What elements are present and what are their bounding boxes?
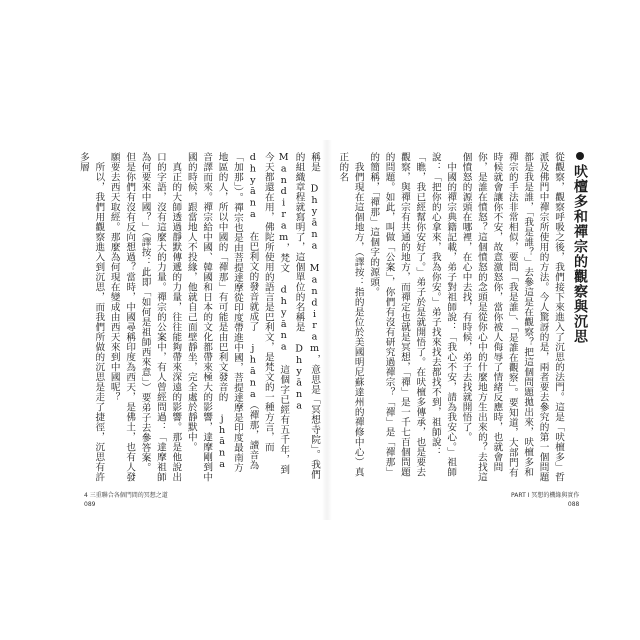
left-page-number: 089: [84, 501, 96, 508]
left-footer: [84, 491, 168, 509]
left-page: [52, 152, 322, 497]
section-heading: [570, 152, 590, 344]
right-page-body: [334, 152, 566, 482]
right-paragraph-1: 從觀察，觀察呼吸之後，我們接下來進入了沉思的法門。這是「吠檀多」哲派及佛門中禪宗所使用的方法。今人驚訝的是，兩者要去參究的第一個問題都是我是誰，「我是誰？」去參這是在觀察？把這個問題拋出來，吠檀多和禪宗的手法非常相似，要問「我是誰」、「是誰在觀察」。要知道，大部門有時候就會讓你不安，故意激怒你，當你被人侮辱了情緒反應時，也就會問你，是誰在憤怒？這個憤怒的念頭是從你心中的什麼地方生出來的？去找這個憤怒的源頭在哪裡，在心中去找，有時候，弟子去找就開悟了。: [460, 152, 564, 482]
right-page-number: 088: [567, 501, 580, 508]
left-footer-title: 4 三重聯合各個門間的冥想之道: [84, 492, 168, 499]
left-paragraph-1: 稱是 Dhyāna Mandiram，意思是「冥想寺院」。我們的組織章程就寫明了，這個單位的名稱是 Dhyāna Mandiram，梵文 dhyāna 這個字已經有五千年，到今天都還在用，佛陀所使用的語言是巴利文，是梵文的一種方言，而 dhyāna 在巴利文的發音就成了 jhāna（禪那，讀音為「加那」）。禪宗也是由菩提達摩從印度帶進中國，菩提達摩是印度最南方地區的人，所以中國的「禪那」有可能是由巴利文發音的 jhāna 音譯而來。禪宗給中國、韓國和日本的文化都帶來極大的影響，達摩剛到中國的時候，跟當地人不投緣，他就自己面壁靜坐，完全處於靜默中。: [185, 152, 320, 482]
book-gutter: [322, 140, 332, 520]
section-heading-text: 吠檀多和禪宗的觀察與沉思: [572, 164, 588, 344]
right-paragraph-3: 我們現在這個地方，（譯按：指的是位於美國明尼蘇達州的禪修中心）真正的名: [337, 152, 364, 478]
right-page: [334, 152, 592, 497]
right-footer-title: PART I 冥想的機緣與實作: [511, 492, 580, 499]
left-paragraph-3: 所以，我們用觀察進入到沉思，而我們所做的沉思是走了捷徑，沉思有許多層: [77, 152, 105, 482]
left-paragraph-2: 真正的大師透過靜默傳遞的力量，往往能夠帶來深遠的影響。那是他說出口的字語，沒有這麼大的力量。禪宗的公案中，有人曾經問過：「達摩祖師為何要來中國？」（譯按：此即「如何是祖師西來意」）要弟子去參答案。但是你們有沒有反向想過？當時，中國尋稱印度為西天，是佛土，也有人發願要去西天取經。那麼為何現在變成由西天來到中國呢？: [108, 152, 182, 482]
right-footer: [511, 491, 579, 509]
right-paragraph-2: 中國的禪宗典籍記載，弟子對祖師說：「我心不安，請為我安心。」祖師說：「把你的心拿來，我為你安。」弟子找來找去都找不到，祖師說：「瞧，我已經幫你安好了。」弟子於是就開悟了。在吠檀多傳承，也是要去觀察，與禪宗有共通的地方，而禪定也就是冥想，「禪」是一千七百個問題的問題。如此，叫做「公案」，你們有沒有研究過禪宗？「禪」是「禪那」的簡稱，「禪那」這個字的源頭。: [368, 152, 457, 478]
left-page-body: [52, 152, 322, 482]
heading-bullet-icon: [576, 152, 584, 160]
